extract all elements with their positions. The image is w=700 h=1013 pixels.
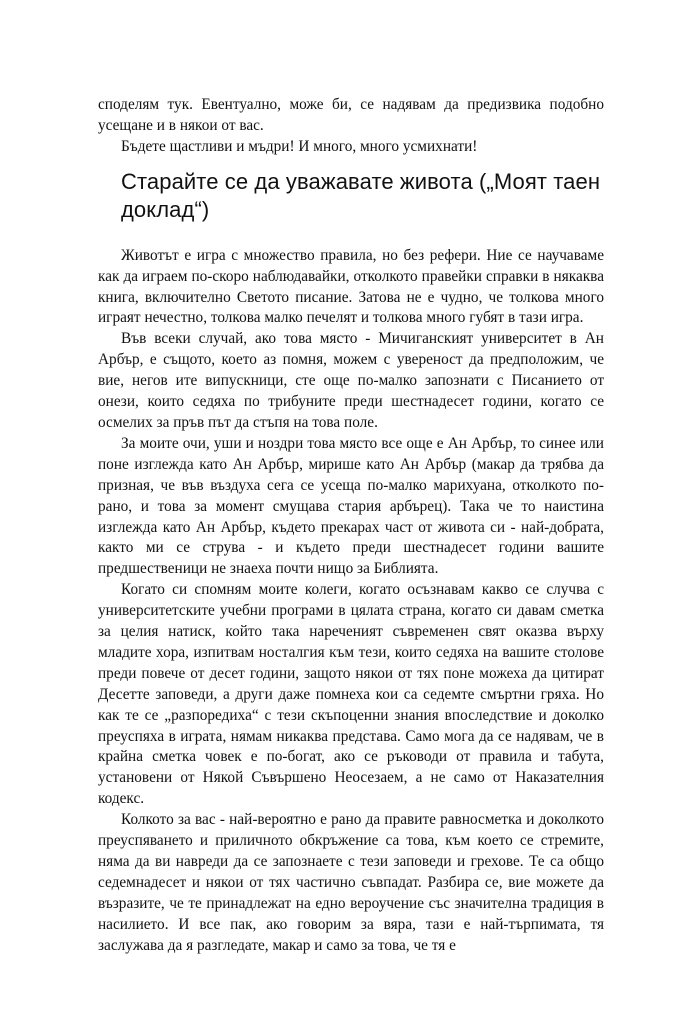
intro-paragraph-farewell: Бъдете щастливи и мъдри! И много, много усмихнати! [121,137,478,155]
body-paragraph-1: Животът е игра с множество правила, но без рефери. Ние се научаваме как да играем по-скоро наблюдавайки, отколкото правейки справки в някаква книга, включително Светото писание. Затова не е чудно, че толкова много играят нечестно, толкова малко печелят и толкова много губят в тази игра. [98,246,604,327]
body-paragraph-3: За моите очи, уши и ноздри това място все още е Ан Арбър, то синее или поне изглежда като Ан Арбър, мирише като Ан Арбър (макар да трябва да призная, че във въздуха сега се усеща по-малко марихуана, отколкото по-рано, и това за момент смущава стария арбърец). Така че то наистина изглежда като Ан Арбър, където прекарах част от живота си - най-добрата, както ми се струва - и където преди шестнадесет години вашите предшественици не знаеха почти нищо за Библията. [98,434,604,578]
body-paragraph-5: Колкото за вас - най-вероятно е рано да правите равносметка и доколкото преуспяването и приличното обкръжение са това, към което се стремите, няма да ви навреди да се запознаете с тези заповеди и грехове. Те са общо седемнадесет и някои от тях частично съвпадат. Разбира се, вие можете да възразите, че те принадлежат на едно вероучение със значителна традиция в насилието. И все пак, ако говорим за вяра, тази е най-търпимата, тя заслужава да я разгледате, макар и само за това, че тя е [98,811,604,954]
page-body [98,95,604,957]
chapter-heading: Старайте се да уважавате живота („Моят таен доклад“) [121,168,601,222]
intro-paragraph-continued: споделям тук. Евентуално, може би, се надявам да предизвика подобно усещане и в някои от вас. [98,96,604,134]
body-paragraph-4: Когато си спомням моите колеги, когато осъзнавам какво се случва с университетските учебни програми в цялата страна, когато си давам сметка за целия натиск, който така нареченият съвременен свят оказва върху младите хора, изпитвам носталгия към тези, които седяха на вашите столове преди повече от десет години, защото някои от тях поне можеха да цитират Десетте заповеди, а други даже помнеха кои са седемте смъртни гряха. Но как те се „разпоредиха“ с тези скъпоценни знания впоследствие и доколко преуспяха в играта, нямам никаква представа. Само мога да се надявам, че в крайна сметка човек е по-богат, ако се ръководи от правила и табута, установени от Някой Съвършено Неосезаем, а не само от Наказателния кодекс. [98,581,604,808]
body-paragraph-2: Във всеки случай, ако това място - Мичиганският университет в Ан Арбър, е същото, което аз помня, можем с увереност да предположим, че вие, негов ите випускници, сте още по-малко запознати с Писанието от онези, които седяха по трибуните преди шестнадесет години, когато се осмелих за пръв път да стъпя на това поле. [98,330,604,431]
